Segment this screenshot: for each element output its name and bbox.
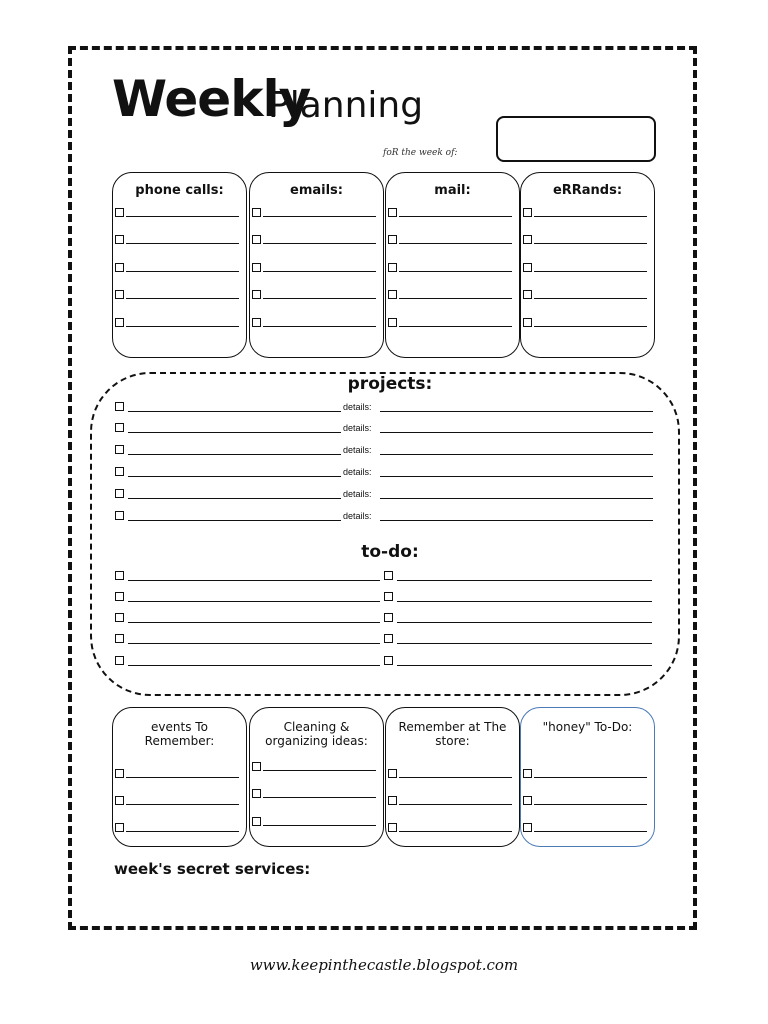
card-title: emails: xyxy=(290,183,343,198)
checkbox[interactable] xyxy=(388,318,397,327)
checkbox[interactable] xyxy=(115,769,124,778)
checkbox[interactable] xyxy=(384,592,393,601)
checkbox[interactable] xyxy=(115,613,124,622)
write-line xyxy=(399,326,512,327)
todo-line xyxy=(397,665,652,666)
write-line xyxy=(126,216,239,217)
checkbox[interactable] xyxy=(523,796,532,805)
checkbox[interactable] xyxy=(115,402,124,411)
project-line xyxy=(128,454,341,455)
project-line xyxy=(128,432,341,433)
write-line xyxy=(126,243,239,244)
checkbox[interactable] xyxy=(115,592,124,601)
project-line xyxy=(128,476,341,477)
checkbox[interactable] xyxy=(115,634,124,643)
top-card xyxy=(385,172,520,358)
checkbox[interactable] xyxy=(252,208,261,217)
write-line xyxy=(263,271,376,272)
todo-title: to-do: xyxy=(361,542,419,562)
details-line xyxy=(380,520,653,521)
details-label: details: xyxy=(343,445,372,455)
checkbox[interactable] xyxy=(115,571,124,580)
todo-line xyxy=(397,622,652,623)
write-line xyxy=(399,271,512,272)
project-line xyxy=(128,411,341,412)
checkbox[interactable] xyxy=(388,769,397,778)
checkbox[interactable] xyxy=(115,656,124,665)
write-line xyxy=(534,216,647,217)
checkbox[interactable] xyxy=(115,823,124,832)
todo-line xyxy=(397,580,652,581)
details-label: details: xyxy=(343,467,372,477)
checkbox[interactable] xyxy=(115,235,124,244)
todo-line xyxy=(128,601,380,602)
write-line xyxy=(534,243,647,244)
checkbox[interactable] xyxy=(384,571,393,580)
todo-line xyxy=(128,580,380,581)
week-date-field[interactable] xyxy=(496,116,656,162)
secret-services-label: week's secret services: xyxy=(114,860,311,878)
week-of-label: foR the week of: xyxy=(383,148,458,158)
card-title: "honey" To-Do: xyxy=(542,720,633,734)
todo-line xyxy=(397,643,652,644)
write-line xyxy=(263,797,376,798)
project-line xyxy=(128,520,341,521)
details-line xyxy=(380,432,653,433)
card-title: Cleaning & organizing ideas: xyxy=(265,720,368,748)
write-line xyxy=(263,326,376,327)
checkbox[interactable] xyxy=(388,796,397,805)
bottom-card xyxy=(249,707,384,847)
checkbox[interactable] xyxy=(252,235,261,244)
write-line xyxy=(399,804,512,805)
checkbox[interactable] xyxy=(384,613,393,622)
checkbox[interactable] xyxy=(115,445,124,454)
projects-title: projects: xyxy=(347,374,433,394)
write-line xyxy=(399,216,512,217)
checkbox[interactable] xyxy=(388,235,397,244)
checkbox[interactable] xyxy=(523,263,532,272)
todo-line xyxy=(128,665,380,666)
title-weekly: Weekly xyxy=(112,70,311,128)
write-line xyxy=(399,831,512,832)
details-line xyxy=(380,411,653,412)
top-card xyxy=(249,172,384,358)
todo-line xyxy=(128,643,380,644)
projects-panel xyxy=(90,372,680,696)
checkbox[interactable] xyxy=(252,263,261,272)
write-line xyxy=(263,298,376,299)
card-title: mail: xyxy=(434,183,471,198)
write-line xyxy=(126,271,239,272)
checkbox[interactable] xyxy=(523,769,532,778)
top-card xyxy=(520,172,655,358)
checkbox[interactable] xyxy=(388,290,397,299)
checkbox[interactable] xyxy=(115,796,124,805)
write-line xyxy=(534,777,647,778)
details-line xyxy=(380,498,653,499)
checkbox[interactable] xyxy=(115,208,124,217)
card-title: phone calls: xyxy=(135,183,224,198)
write-line xyxy=(126,326,239,327)
checkbox[interactable] xyxy=(523,235,532,244)
write-line xyxy=(534,831,647,832)
checkbox[interactable] xyxy=(523,290,532,299)
todo-line xyxy=(128,622,380,623)
write-line xyxy=(126,831,239,832)
checkbox[interactable] xyxy=(115,467,124,476)
write-line xyxy=(534,298,647,299)
checkbox[interactable] xyxy=(523,318,532,327)
write-line xyxy=(534,326,647,327)
details-label: details: xyxy=(343,511,372,521)
write-line xyxy=(534,804,647,805)
checkbox[interactable] xyxy=(252,290,261,299)
checkbox[interactable] xyxy=(523,823,532,832)
checkbox[interactable] xyxy=(115,290,124,299)
card-title: events To Remember: xyxy=(144,720,215,748)
write-line xyxy=(126,298,239,299)
card-title: Remember at The store: xyxy=(398,720,507,748)
todo-line xyxy=(397,601,652,602)
checkbox[interactable] xyxy=(115,489,124,498)
checkbox[interactable] xyxy=(115,423,124,432)
write-line xyxy=(126,804,239,805)
write-line xyxy=(534,271,647,272)
write-line xyxy=(126,777,239,778)
checkbox[interactable] xyxy=(384,656,393,665)
checkbox[interactable] xyxy=(384,634,393,643)
write-line xyxy=(263,770,376,771)
write-line xyxy=(399,298,512,299)
checkbox[interactable] xyxy=(252,817,261,826)
checkbox[interactable] xyxy=(388,263,397,272)
checkbox[interactable] xyxy=(252,762,261,771)
write-line xyxy=(263,243,376,244)
write-line xyxy=(263,825,376,826)
details-line xyxy=(380,476,653,477)
checkbox[interactable] xyxy=(388,208,397,217)
details-label: details: xyxy=(343,423,372,433)
project-line xyxy=(128,498,341,499)
write-line xyxy=(263,216,376,217)
details-line xyxy=(380,454,653,455)
top-card xyxy=(112,172,247,358)
checkbox[interactable] xyxy=(252,318,261,327)
checkbox[interactable] xyxy=(115,263,124,272)
footer-url: www.keepinthecastle.blogspot.com xyxy=(249,956,519,974)
checkbox[interactable] xyxy=(252,789,261,798)
checkbox[interactable] xyxy=(523,208,532,217)
checkbox[interactable] xyxy=(115,318,124,327)
checkbox[interactable] xyxy=(388,823,397,832)
details-label: details: xyxy=(343,402,372,412)
card-title: eRRands: xyxy=(552,183,623,198)
checkbox[interactable] xyxy=(115,511,124,520)
write-line xyxy=(399,777,512,778)
write-line xyxy=(399,243,512,244)
title-planning: Planning xyxy=(268,85,424,126)
details-label: details: xyxy=(343,489,372,499)
